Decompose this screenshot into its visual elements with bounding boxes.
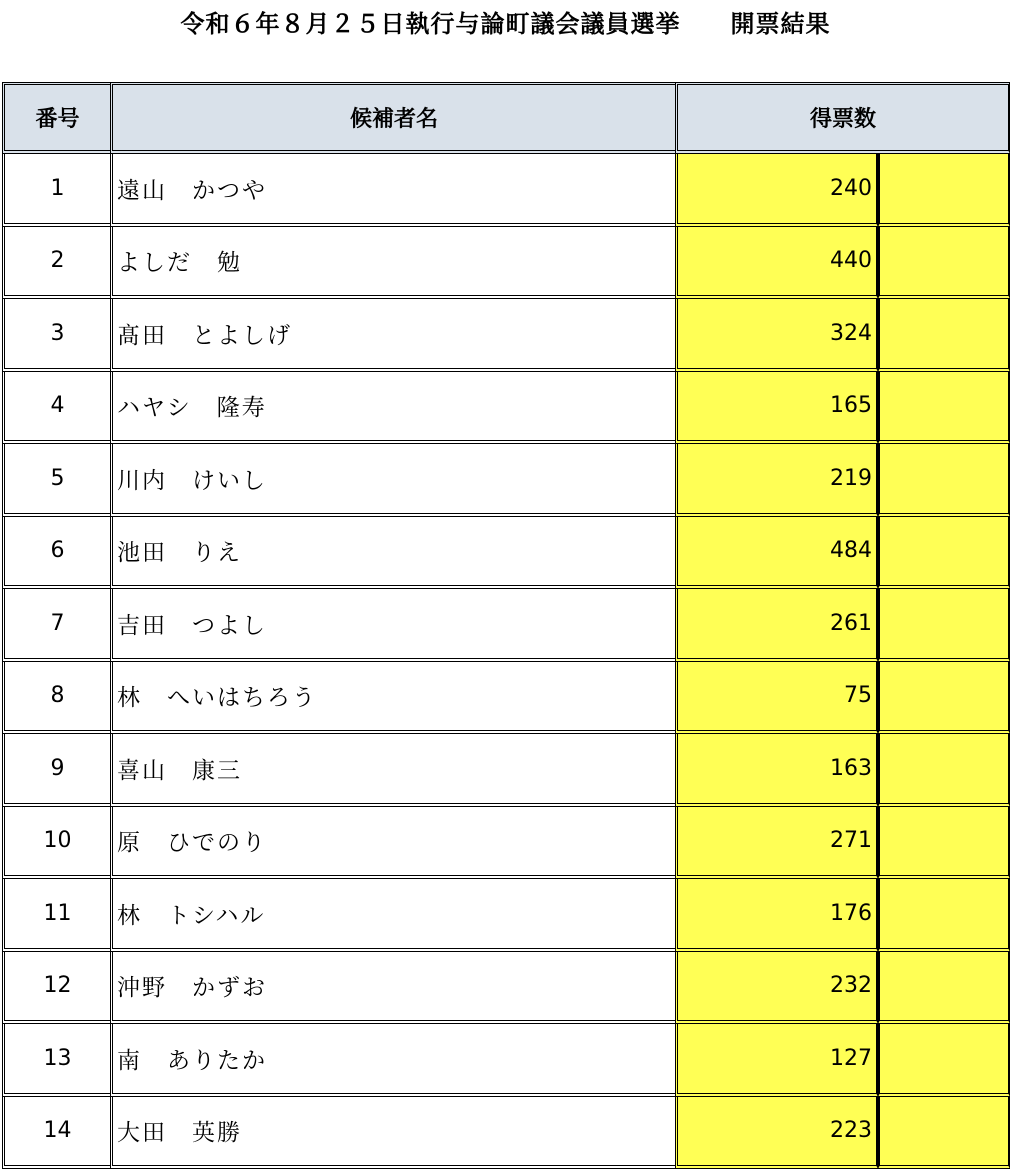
extra-cell xyxy=(878,589,1010,662)
extra-cell xyxy=(878,1024,1010,1097)
vote-count: 324 xyxy=(675,299,878,372)
vote-count: 176 xyxy=(675,879,878,952)
candidate-name: 髙田 とよしげ xyxy=(110,299,675,372)
table-row xyxy=(2,1097,1010,1169)
extra-cell xyxy=(878,879,1010,952)
candidate-name: 吉田 つよし xyxy=(110,589,675,662)
header-number: 番号 xyxy=(2,82,110,154)
vote-count: 240 xyxy=(675,154,878,227)
row-number: 7 xyxy=(2,589,110,662)
extra-cell xyxy=(878,807,1010,880)
table-row xyxy=(2,807,1010,880)
candidate-name: 大田 英勝 xyxy=(110,1097,675,1169)
table-row xyxy=(2,227,1010,300)
table-row xyxy=(2,1024,1010,1097)
table-row xyxy=(2,517,1010,590)
candidate-name: ハヤシ 隆寿 xyxy=(110,372,675,445)
extra-cell xyxy=(878,227,1010,300)
candidate-name: 池田 りえ xyxy=(110,517,675,590)
table-row xyxy=(2,589,1010,662)
row-number: 2 xyxy=(2,227,110,300)
vote-count: 127 xyxy=(675,1024,878,1097)
extra-cell xyxy=(878,154,1010,227)
candidate-name: 南 ありたか xyxy=(110,1024,675,1097)
table-row xyxy=(2,879,1010,952)
row-number: 11 xyxy=(2,879,110,952)
table-row xyxy=(2,299,1010,372)
candidate-name: 原 ひでのり xyxy=(110,807,675,880)
table-row xyxy=(2,444,1010,517)
vote-count: 484 xyxy=(675,517,878,590)
candidate-name: 喜山 康三 xyxy=(110,734,675,807)
row-number: 12 xyxy=(2,952,110,1025)
vote-count: 271 xyxy=(675,807,878,880)
vote-count: 440 xyxy=(675,227,878,300)
row-number: 10 xyxy=(2,807,110,880)
table-row xyxy=(2,952,1010,1025)
extra-cell xyxy=(878,299,1010,372)
table-row xyxy=(2,734,1010,807)
extra-cell xyxy=(878,372,1010,445)
extra-cell xyxy=(878,662,1010,735)
vote-count: 261 xyxy=(675,589,878,662)
header-votes: 得票数 xyxy=(675,82,1010,154)
row-number: 9 xyxy=(2,734,110,807)
vote-count: 219 xyxy=(675,444,878,517)
vote-count: 232 xyxy=(675,952,878,1025)
vote-count: 163 xyxy=(675,734,878,807)
row-number: 14 xyxy=(2,1097,110,1169)
candidate-name: 林 へいはちろう xyxy=(110,662,675,735)
row-number: 13 xyxy=(2,1024,110,1097)
extra-cell xyxy=(878,952,1010,1025)
table-row xyxy=(2,154,1010,227)
vote-count: 223 xyxy=(675,1097,878,1169)
candidate-name: よしだ 勉 xyxy=(110,227,675,300)
candidate-name: 林 トシハル xyxy=(110,879,675,952)
candidate-name: 川内 けいし xyxy=(110,444,675,517)
extra-cell xyxy=(878,734,1010,807)
table-row xyxy=(2,662,1010,735)
extra-cell xyxy=(878,444,1010,517)
row-number: 5 xyxy=(2,444,110,517)
table-header-row xyxy=(2,82,1010,154)
extra-cell xyxy=(878,1097,1010,1169)
extra-cell xyxy=(878,517,1010,590)
row-number: 3 xyxy=(2,299,110,372)
table-row xyxy=(2,372,1010,445)
row-number: 6 xyxy=(2,517,110,590)
row-number: 1 xyxy=(2,154,110,227)
candidate-name: 沖野 かずお xyxy=(110,952,675,1025)
candidate-name: 遠山 かつや xyxy=(110,154,675,227)
page-title: 令和６年８月２５日執行与論町議会議員選挙 開票結果 xyxy=(0,4,1011,39)
vote-count: 165 xyxy=(675,372,878,445)
header-candidate: 候補者名 xyxy=(110,82,675,154)
vote-count: 75 xyxy=(675,662,878,735)
row-number: 4 xyxy=(2,372,110,445)
row-number: 8 xyxy=(2,662,110,735)
results-table xyxy=(2,82,1010,1169)
